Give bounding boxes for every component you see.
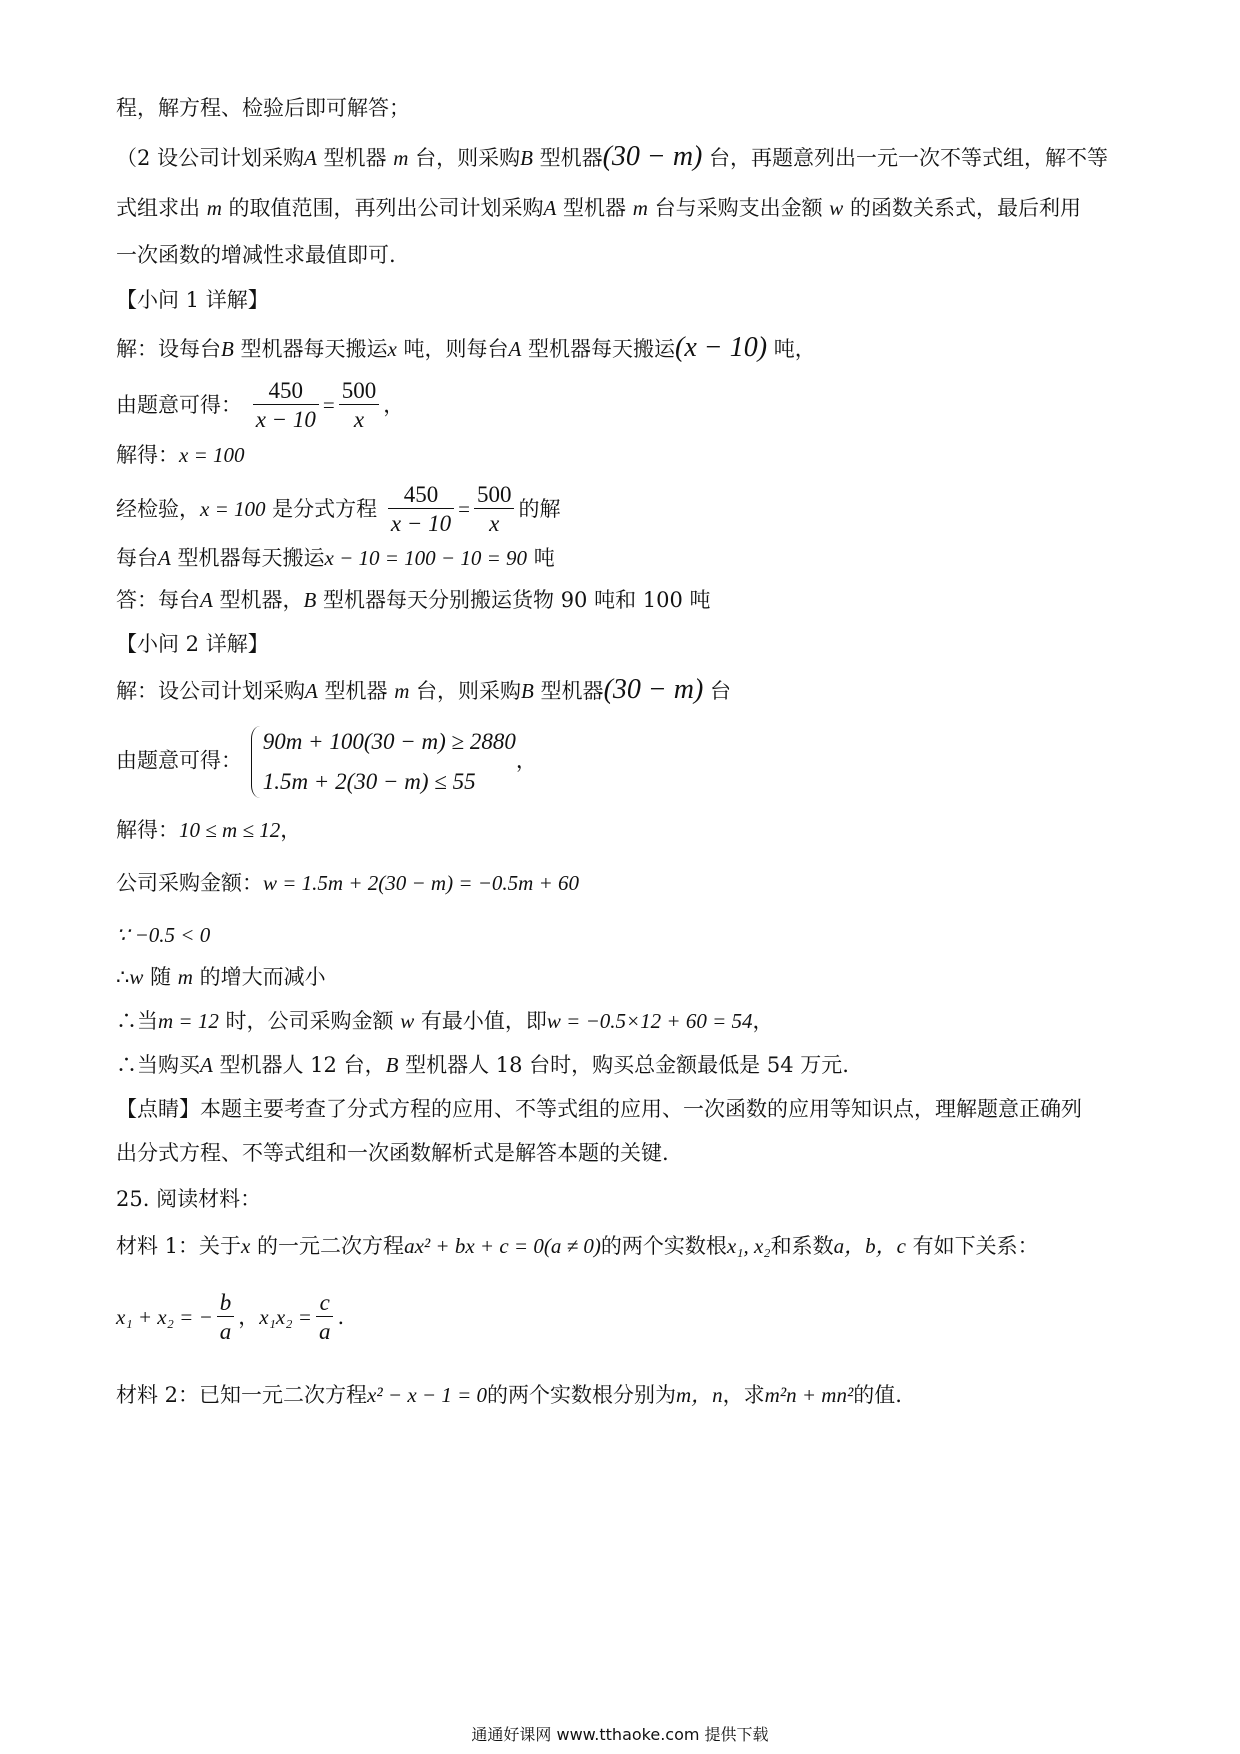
math-expr: (30 − m) xyxy=(603,674,704,705)
text: 的取值范围，再列出公司计划采购 xyxy=(221,196,544,220)
math-var: A xyxy=(304,146,317,170)
text: 的值. xyxy=(853,1383,902,1407)
math-expr: x² − x − 1 = 0 xyxy=(367,1383,487,1407)
text: ∴ xyxy=(116,965,130,989)
material-2-line xyxy=(116,1380,902,1410)
fraction xyxy=(316,1290,334,1347)
inequality-system-line xyxy=(116,722,537,802)
math-expr: x − 10 = 100 − 10 = 90 xyxy=(324,546,528,570)
math-var: m xyxy=(394,679,410,703)
text: ， xyxy=(280,818,302,842)
math-expr: x = 100 xyxy=(179,443,245,467)
math-var: A xyxy=(508,337,522,361)
text-line-19: 【点睛】本题主要考查了分式方程的应用、不等式组的应用、一次函数的应用等知识点，理解题意正确列 xyxy=(116,1097,1082,1121)
math-var: x xyxy=(241,1234,251,1258)
text-line-17 xyxy=(116,1006,774,1036)
text: ，求 xyxy=(722,1383,765,1407)
text-line-16 xyxy=(116,962,326,992)
fraction xyxy=(217,1290,235,1347)
fraction xyxy=(388,482,454,539)
math-var: A xyxy=(200,1053,213,1077)
text: 的增大而减小 xyxy=(192,965,326,989)
text: 型机器每天搬运 xyxy=(170,546,325,570)
denominator: a xyxy=(217,1316,235,1347)
equation-line-8 xyxy=(116,482,560,539)
question-heading: 25. 阅读材料： xyxy=(116,1187,262,1211)
text: 台 xyxy=(703,679,732,703)
fraction xyxy=(253,378,319,435)
math-var: B xyxy=(520,146,533,170)
math-var: x xyxy=(387,337,397,361)
inequality-system xyxy=(249,722,516,802)
text: . xyxy=(337,1305,345,1329)
text: 吨， xyxy=(767,337,816,361)
text: 由题意可得： xyxy=(116,393,242,417)
math-expr: x₁ + x₂ = − xyxy=(116,1305,213,1329)
equals-sign: = xyxy=(458,497,470,521)
text: 型机器 xyxy=(317,679,395,703)
vieta-formula-line xyxy=(116,1290,344,1347)
text: 型机器， xyxy=(212,588,304,612)
text: 由题意可得： xyxy=(116,748,242,773)
text: 型机器每天搬运 xyxy=(521,337,676,361)
text-line-10 xyxy=(116,585,711,615)
section-heading-2: 【小问 2 详解】 xyxy=(116,632,269,656)
math-var: A xyxy=(543,196,557,220)
numerator: 500 xyxy=(341,378,377,403)
text: 型机器每天搬运 xyxy=(233,337,388,361)
text: 型机器 xyxy=(316,146,394,170)
text: 型机器 xyxy=(532,146,603,170)
text: 和系数 xyxy=(770,1234,834,1258)
text: （2 设公司计划采购 xyxy=(116,146,305,170)
text: 的解 xyxy=(518,497,561,521)
text: 答：每台 xyxy=(116,588,200,612)
numerator: 450 xyxy=(403,482,439,507)
equals-sign: = xyxy=(322,393,335,417)
text: ， xyxy=(238,1305,260,1329)
text: 有如下关系： xyxy=(905,1234,1039,1258)
text: ， xyxy=(752,1009,774,1033)
math-var: B xyxy=(303,588,317,612)
text: 台，再题意列出一元一次不等式组，解不等 xyxy=(702,146,1109,170)
section-heading-1: 【小问 1 详解】 xyxy=(116,288,269,312)
text-line-1: 程，解方程、检验后即可解答； xyxy=(116,96,410,120)
numerator: c xyxy=(319,1290,330,1315)
text: ∴当 xyxy=(116,1009,158,1033)
denominator: x xyxy=(474,508,515,539)
text: 材料 1：关于 xyxy=(116,1234,242,1258)
text: 型机器 xyxy=(556,196,633,220)
text-line-4: 一次函数的增减性求最值即可. xyxy=(116,243,396,267)
text: 的两个实数根 xyxy=(600,1234,727,1258)
math-expr: ax² + bx + c = 0(a ≠ 0) xyxy=(404,1234,601,1258)
text: 式组求出 xyxy=(116,196,207,220)
text: ， xyxy=(515,748,537,773)
text-line-18 xyxy=(116,1050,849,1080)
math-var: A xyxy=(158,546,171,570)
math-expr: x = 100 xyxy=(200,497,266,521)
text: 台，则采购 xyxy=(409,679,522,703)
math-var: A xyxy=(305,679,318,703)
text: ∴当购买 xyxy=(116,1053,200,1077)
math-var: B xyxy=(385,1053,399,1077)
text: 的两个实数根分别为 xyxy=(487,1383,676,1407)
equation-line-6 xyxy=(116,378,404,435)
text: 型机器人 12 台， xyxy=(212,1053,386,1077)
text: 解：设每台 xyxy=(116,337,221,361)
text: ， xyxy=(383,393,405,417)
text-line-13 xyxy=(116,815,301,845)
text: 经检验， xyxy=(116,497,200,521)
text: 台，则采购 xyxy=(408,146,521,170)
text: 型机器每天分别搬运货物 90 吨和 100 吨 xyxy=(316,588,711,612)
math-expr: (30 − m) xyxy=(602,141,703,172)
text: 每台 xyxy=(116,546,158,570)
text: 型机器 xyxy=(533,679,604,703)
math-expr: m，n xyxy=(676,1383,723,1407)
denominator: x − 10 xyxy=(253,404,319,435)
numerator: b xyxy=(219,1290,232,1315)
material-1-line xyxy=(116,1231,1039,1261)
fraction xyxy=(474,482,515,539)
text: 的一元二次方程 xyxy=(250,1234,405,1258)
text: 的函数关系式，最后利用 xyxy=(843,196,1081,220)
text: 随 xyxy=(143,965,178,989)
denominator: a xyxy=(316,1316,334,1347)
math-expr: 10 ≤ m ≤ 12 xyxy=(179,818,281,842)
denominator: x xyxy=(339,404,380,435)
math-expr: x₁x₂ = xyxy=(259,1305,312,1329)
text: 型机器人 18 台时，购买总金额最低是 54 万元. xyxy=(398,1053,849,1077)
math-var: A xyxy=(200,588,213,612)
text: 公司采购金额： xyxy=(116,871,263,895)
text: 解得： xyxy=(116,443,179,467)
math-var: B xyxy=(221,337,234,361)
text-line-15: ∵ −0.5 < 0 xyxy=(116,923,211,947)
text: 解得： xyxy=(116,818,179,842)
math-expr: (x − 10) xyxy=(675,332,768,363)
page-footer: 通通好课网 www.tthaoke.com 提供下载 xyxy=(471,1725,769,1744)
math-var: w xyxy=(829,196,844,220)
inequality-2: 1.5m + 2(30 − m) ≤ 55 xyxy=(262,769,476,794)
text: 是分式方程 xyxy=(265,497,378,521)
text: 台与采购支出金额 xyxy=(647,196,830,220)
text-line-9 xyxy=(116,543,555,573)
numerator: 500 xyxy=(476,482,512,507)
text-line-14 xyxy=(116,868,579,898)
text: 有最小值，即 xyxy=(414,1009,547,1033)
text: 解：设公司计划采购 xyxy=(116,679,305,703)
numerator: 450 xyxy=(268,378,304,403)
inequality-1: 90m + 100(30 − m) ≥ 2880 xyxy=(262,729,516,754)
text: 吨，则每台 xyxy=(396,337,509,361)
text: 吨 xyxy=(527,546,555,570)
math-expr: m²n + mn² xyxy=(764,1383,854,1407)
math-var: w xyxy=(400,1009,415,1033)
fraction xyxy=(339,378,380,435)
math-expr: w = −0.5×12 + 60 = 54 xyxy=(546,1009,753,1033)
text: 材料 2：已知一元二次方程 xyxy=(116,1383,368,1407)
text-line-5 xyxy=(116,333,816,364)
text-line-7 xyxy=(116,440,245,470)
math-var: w xyxy=(129,965,144,989)
math-expr: m = 12 xyxy=(158,1009,219,1033)
text: 时，公司采购金额 xyxy=(218,1009,401,1033)
text-line-3 xyxy=(116,193,1081,223)
math-expr: x₁, x₂ xyxy=(726,1234,771,1258)
text-line-11 xyxy=(116,675,731,706)
math-var: m xyxy=(393,146,409,170)
math-var: m xyxy=(632,196,648,220)
math-var: m xyxy=(177,965,193,989)
math-expr: w = 1.5m + 2(30 − m) = −0.5m + 60 xyxy=(263,871,580,895)
math-expr: a，b，c xyxy=(833,1234,906,1258)
denominator: x − 10 xyxy=(388,508,454,539)
math-var: B xyxy=(521,679,534,703)
text-line-2 xyxy=(116,142,1108,173)
math-var: m xyxy=(206,196,222,220)
text-line-20: 出分式方程、不等式组和一次函数解析式是解答本题的关键. xyxy=(116,1141,669,1165)
